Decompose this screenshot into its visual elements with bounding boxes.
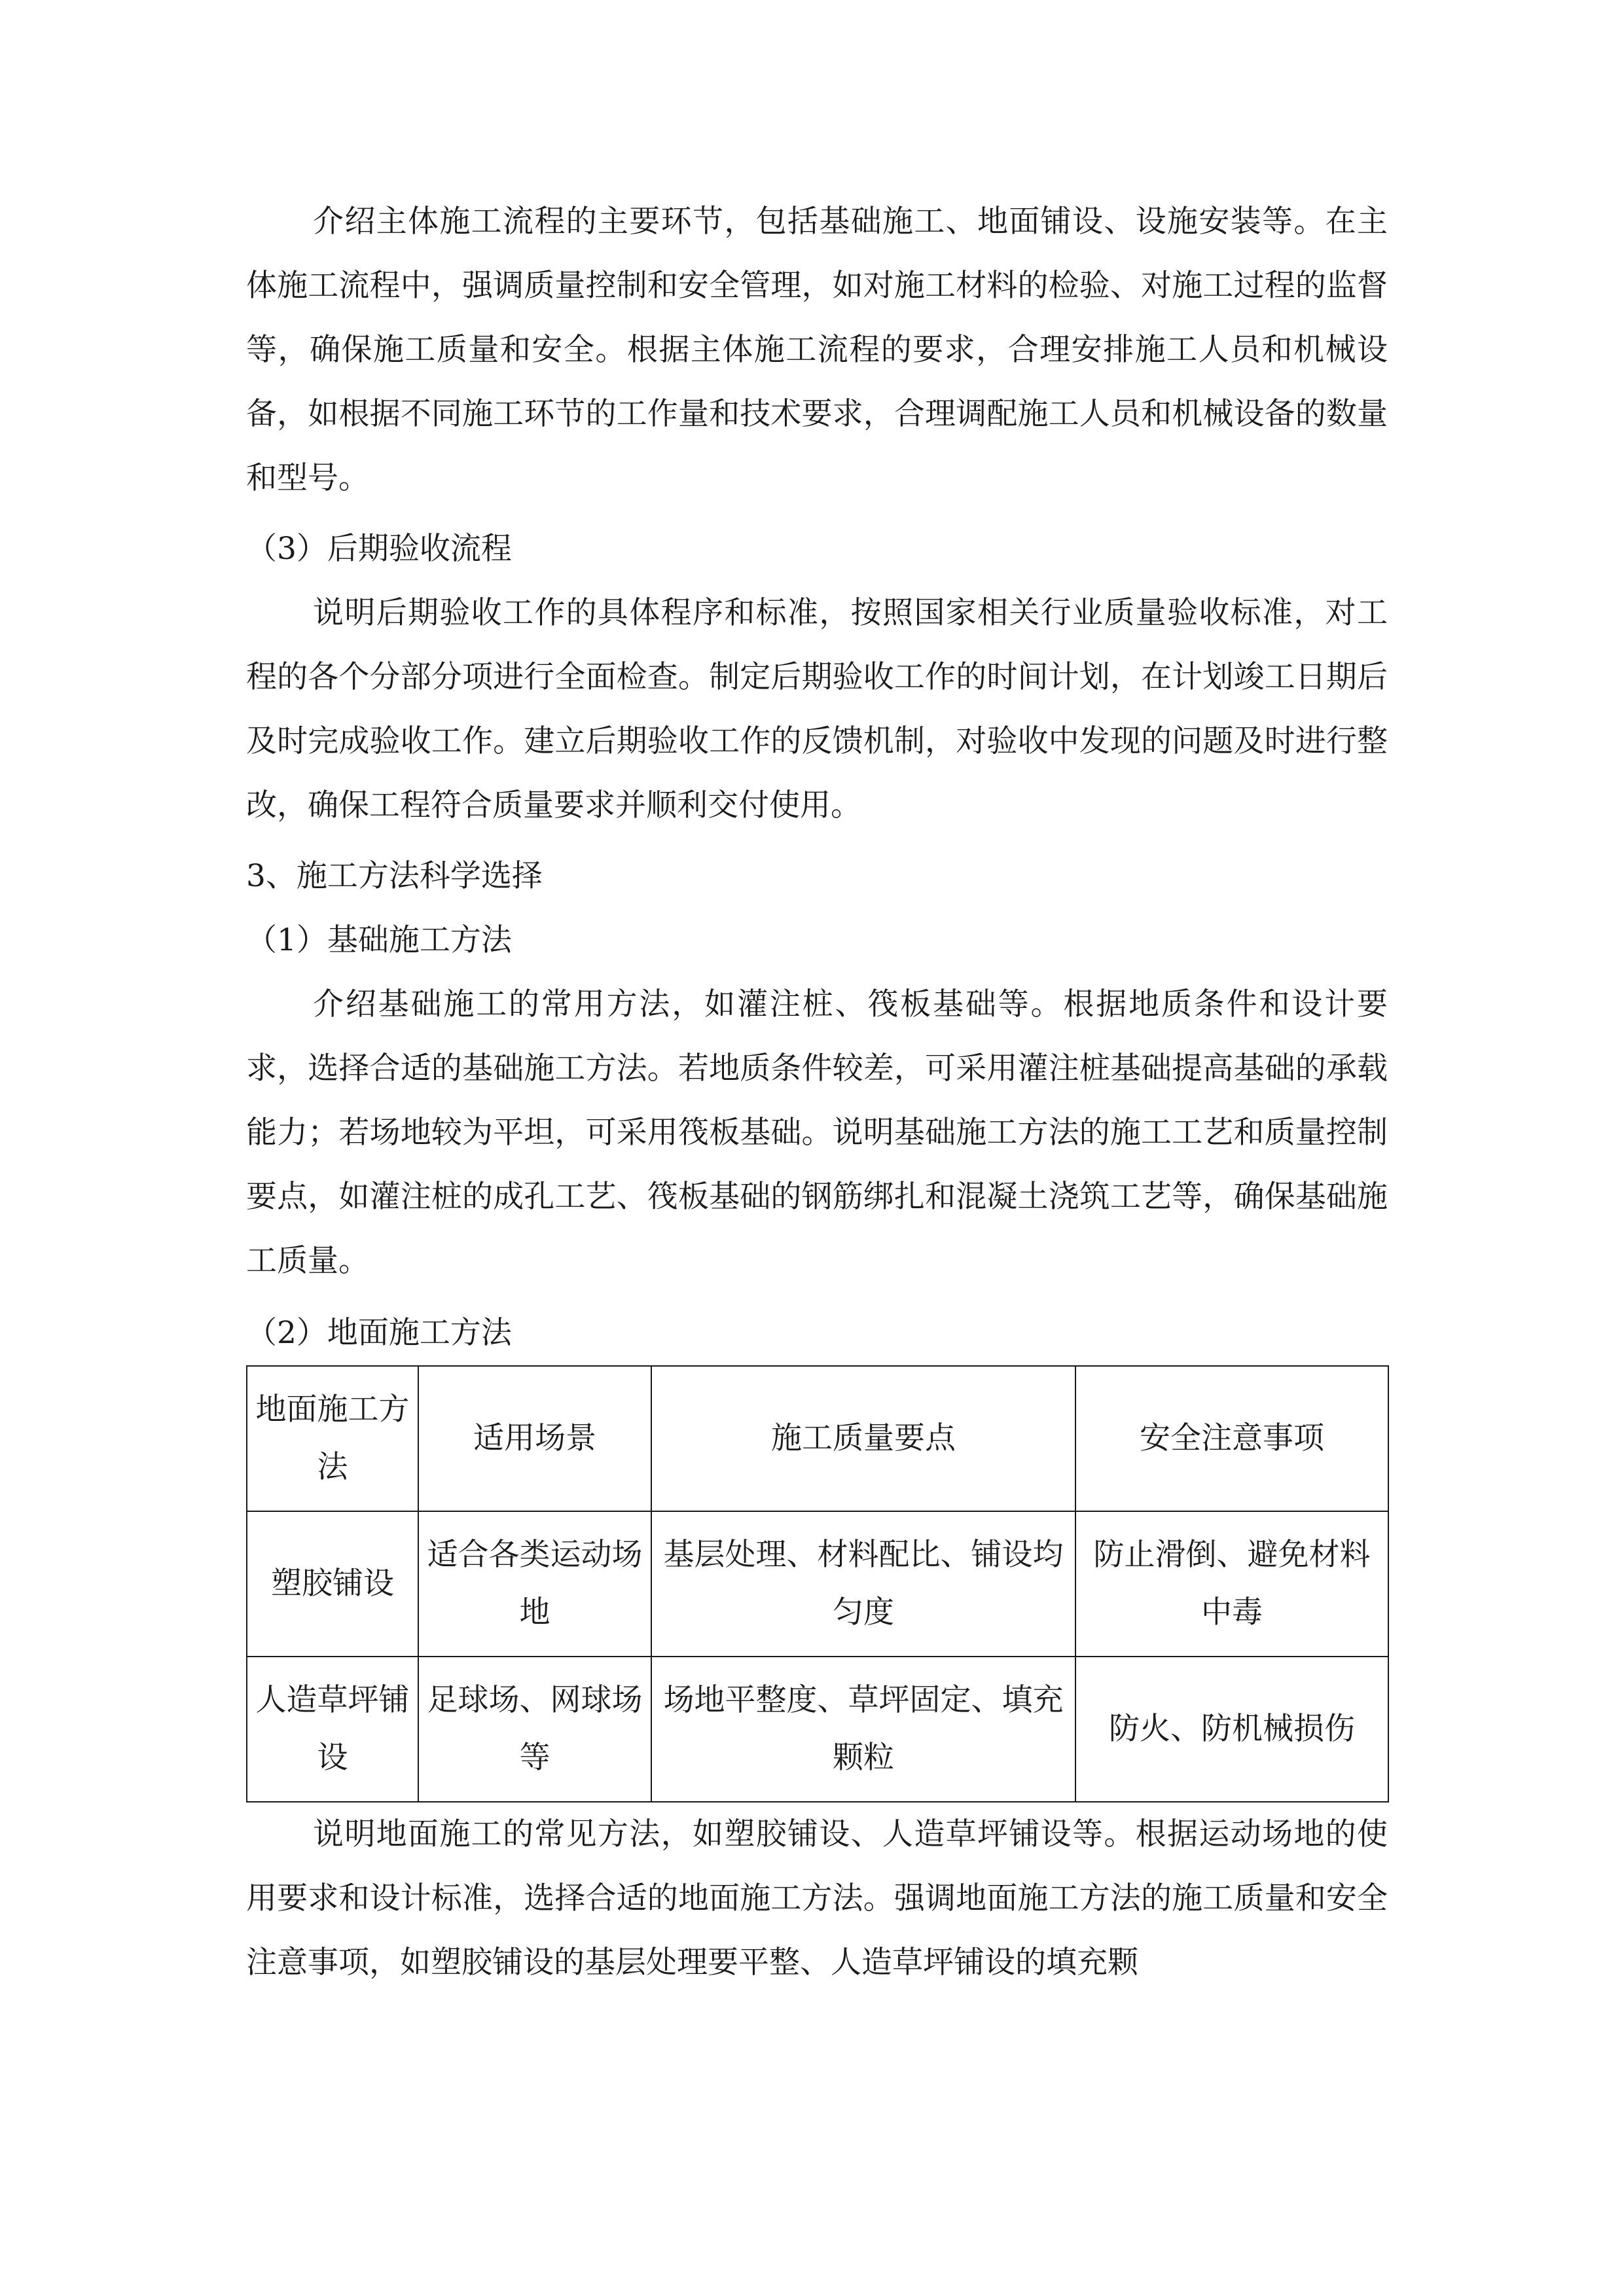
heading-foundation-method: （1）基础施工方法 [246,922,512,958]
ground-method-table [246,1365,1389,1803]
table-header-cell: 施工质量要点 [651,1366,1075,1511]
table-cell: 防止滑倒、避免材料中毒 [1075,1511,1388,1657]
table-cell: 防火、防机械损伤 [1075,1657,1388,1802]
heading-section-3: 3、施工方法科学选择 [246,858,543,894]
table-cell: 场地平整度、草坪固定、填充颗粒 [651,1657,1075,1802]
paragraph-main-process: 介绍主体施工流程的主要环节，包括基础施工、地面铺设、设施安装等。在主体施工流程中，强调质量控制和安全管理，如对施工材料的检验、对施工过程的监督等，确保施工质量和安全。根据主体施工流程的要求，合理安排施工人员和机械设备，如根据不同施工环节的工作量和技术要求，合理调配施工人员和机械设备的数量和型号。 [246,204,1388,496]
table-row [247,1657,1388,1802]
heading-acceptance-process: （3）后期验收流程 [246,531,512,567]
heading-ground-method: （2）地面施工方法 [246,1315,512,1351]
table-cell: 足球场、网球场等 [418,1657,651,1802]
table-header-cell: 地面施工方法 [247,1366,418,1511]
table-header-cell: 安全注意事项 [1075,1366,1388,1511]
document-page [246,190,1388,1995]
paragraph-ground: 说明地面施工的常见方法，如塑胶铺设、人造草坪铺设等。根据运动场地的使用要求和设计标准，选择合适的地面施工方法。强调地面施工方法的施工质量和安全注意事项，如塑胶铺设的基层处理要平整、人造草坪铺设的填充颗 [246,1816,1388,1981]
paragraph-foundation: 介绍基础施工的常用方法，如灌注桩、筏板基础等。根据地质条件和设计要求，选择合适的基础施工方法。若地质条件较差，可采用灌注桩基础提高基础的承载能力；若场地较为平坦，可采用筏板基础。说明基础施工方法的施工工艺和质量控制要点，如灌注桩的成孔工艺、筏板基础的钢筋绑扎和混凝土浇筑工艺等，确保基础施工质量。 [246,986,1388,1279]
table-header-cell: 适用场景 [418,1366,651,1511]
table-header-row [247,1366,1388,1511]
table-cell: 人造草坪铺设 [247,1657,418,1802]
table-cell: 塑胶铺设 [247,1511,418,1657]
paragraph-acceptance: 说明后期验收工作的具体程序和标准，按照国家相关行业质量验收标准，对工程的各个分部分项进行全面检查。制定后期验收工作的时间计划，在计划竣工日期后及时完成验收工作。建立后期验收工作的反馈机制，对验收中发现的问题及时进行整改，确保工程符合质量要求并顺利交付使用。 [246,595,1388,823]
table-cell: 基层处理、材料配比、铺设均匀度 [651,1511,1075,1657]
table-cell: 适合各类运动场地 [418,1511,651,1657]
table-row [247,1511,1388,1657]
